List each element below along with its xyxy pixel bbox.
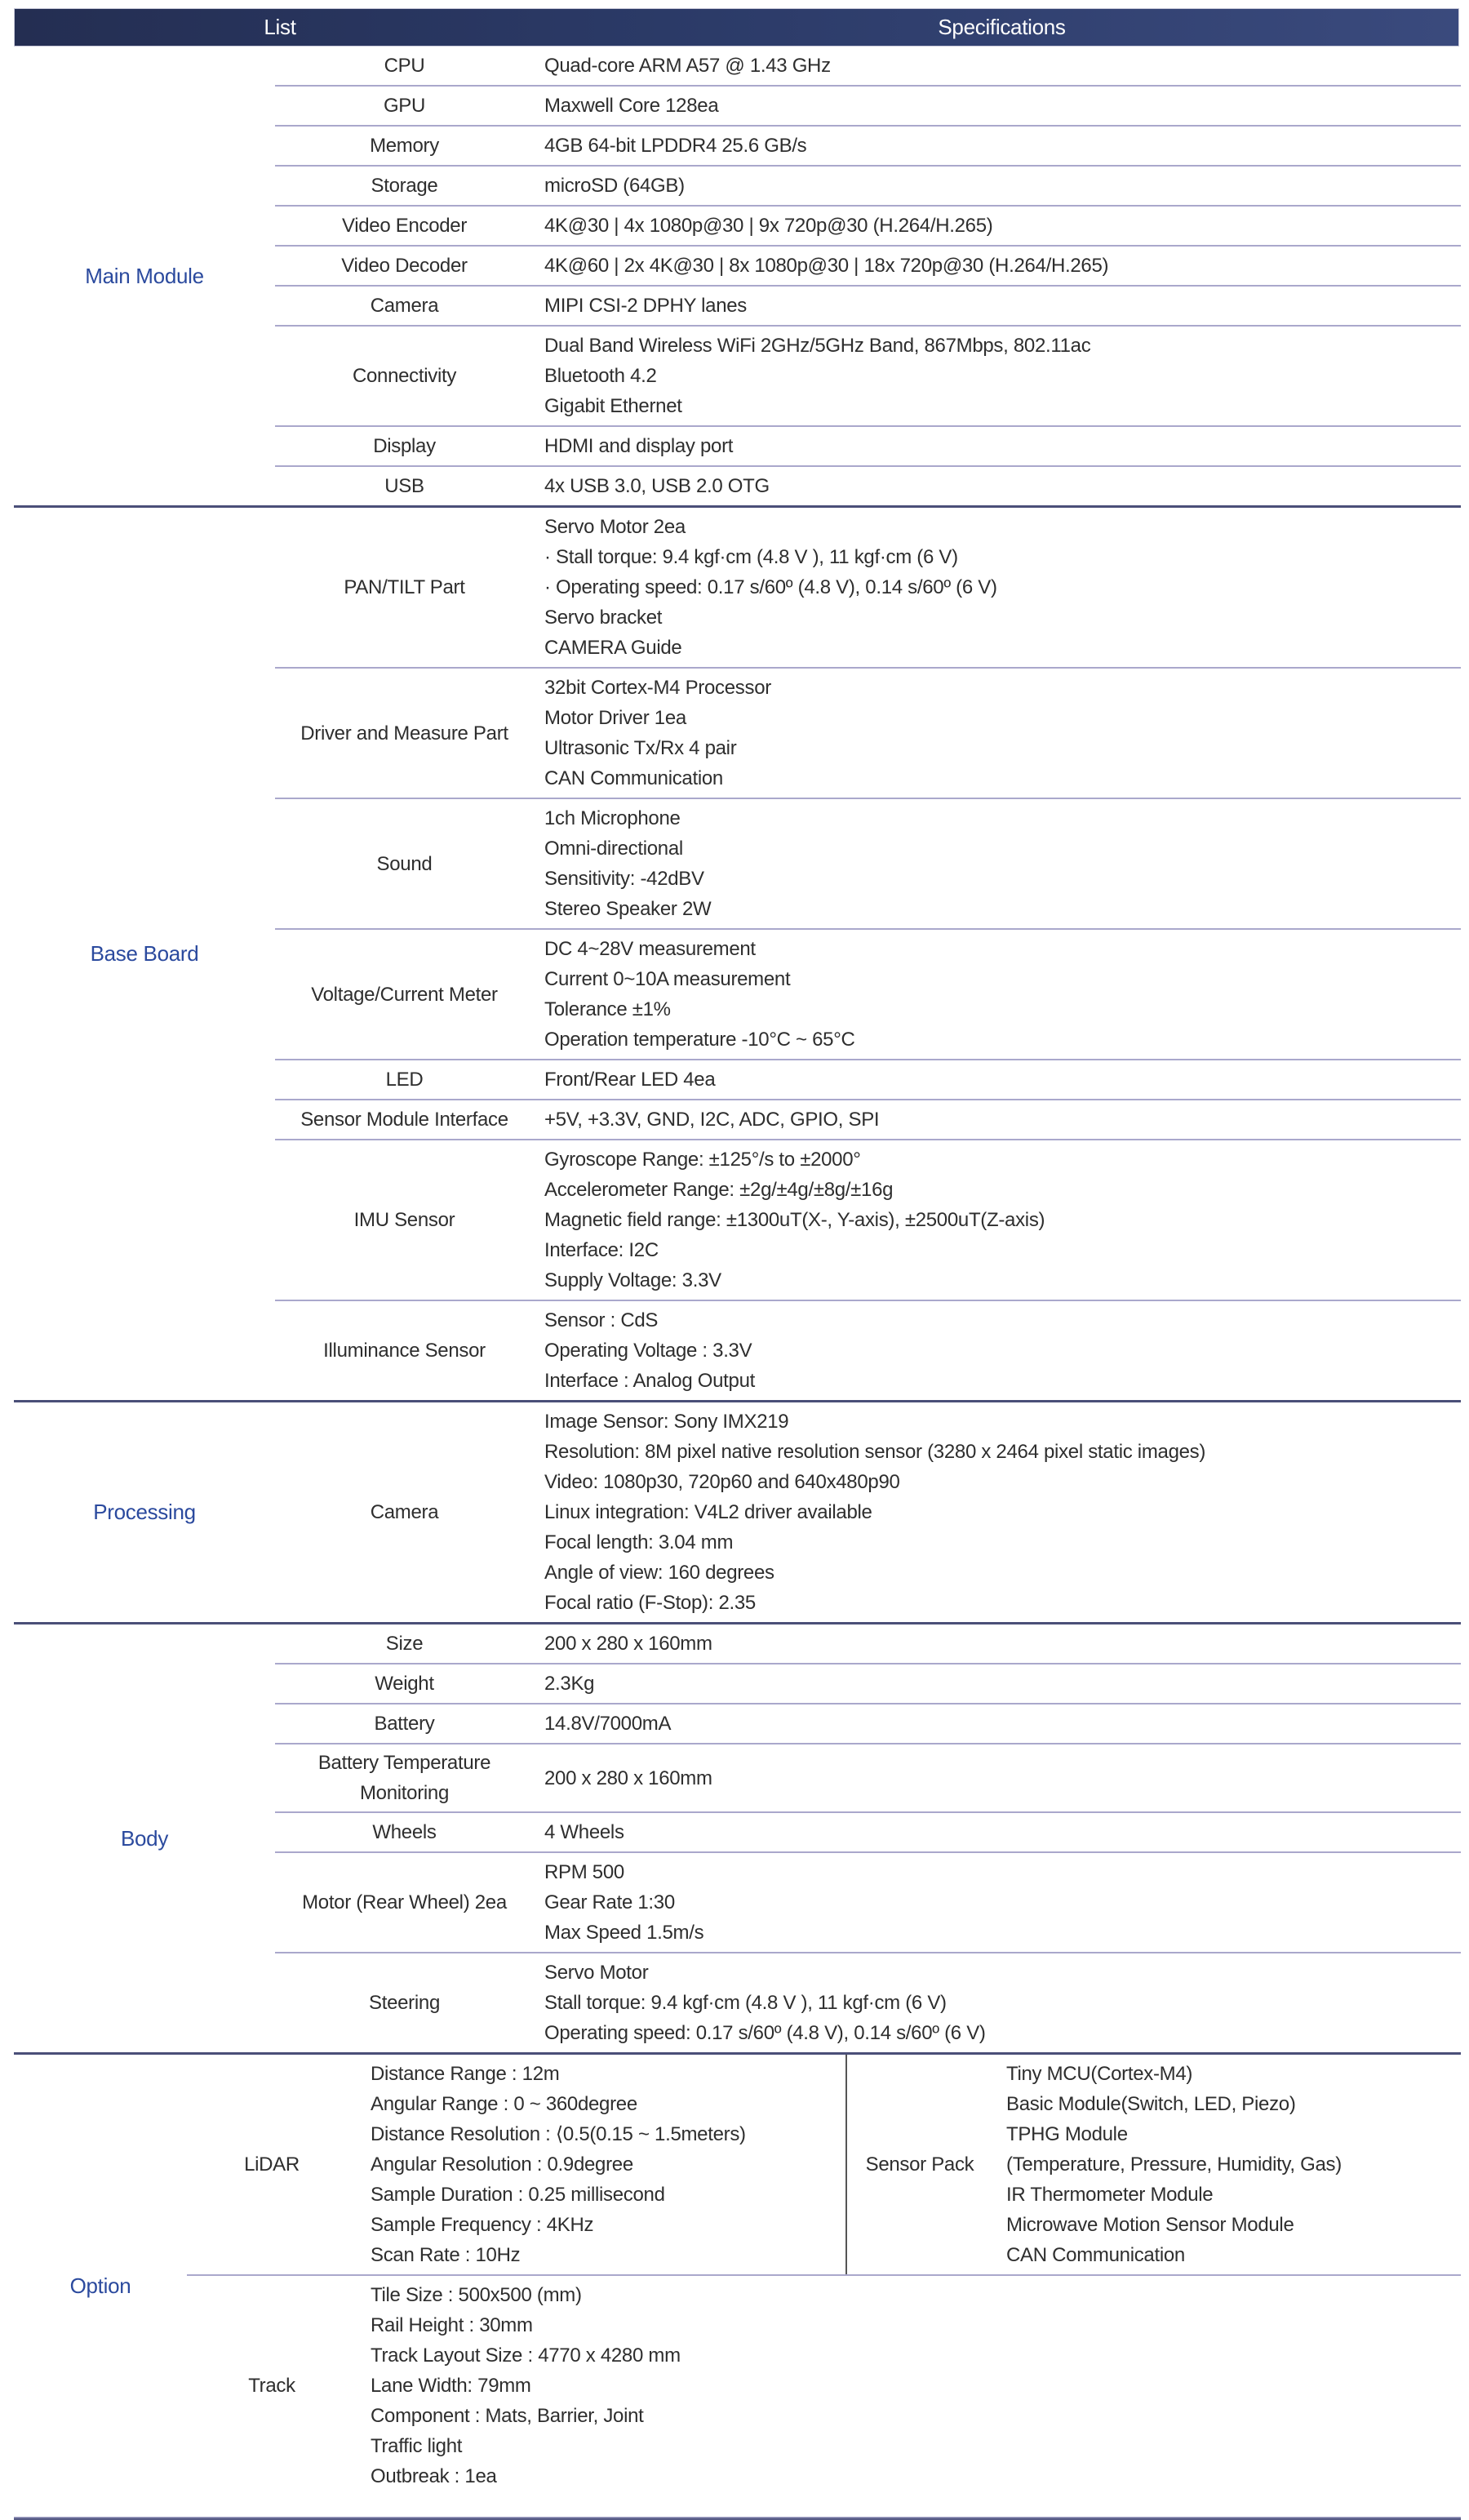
value-line: CAN Communication bbox=[544, 767, 723, 789]
item-label-track: Track bbox=[248, 2375, 295, 2397]
value-line: +5V, +3.3V, GND, I2C, ADC, GPIO, SPI bbox=[544, 1109, 880, 1131]
section-label-main-module: Main Module bbox=[85, 263, 204, 288]
value-line: Servo Motor 2ea bbox=[544, 516, 686, 538]
value-line: Accelerometer Range: ±2g/±4g/±8g/±16g bbox=[544, 1179, 894, 1201]
value-line: Magnetic field range: ±1300uT(X-, Y-axis), ±2500uT(Z-axis) bbox=[544, 1209, 1045, 1231]
value-line: Quad-core ARM A57 @ 1.43 GHz bbox=[544, 55, 831, 77]
item-value-connectivity bbox=[534, 327, 1461, 425]
value-line: 2.3Kg bbox=[544, 1673, 595, 1695]
item-label-wheels: Wheels bbox=[372, 1821, 437, 1843]
value-line: Microwave Motion Sensor Module bbox=[1006, 2214, 1294, 2236]
item-value-size bbox=[534, 1624, 1461, 1663]
item-value-video-encoder bbox=[534, 207, 1461, 245]
section-rows bbox=[275, 1402, 1461, 1622]
item-label-camera: Camera bbox=[370, 295, 439, 317]
spec-row bbox=[275, 325, 1461, 425]
value-line: Angle of view: 160 degrees bbox=[544, 1562, 774, 1584]
value-line: Rail Height : 30mm bbox=[371, 2314, 533, 2336]
spec-row bbox=[275, 1952, 1461, 2052]
value-line: Stereo Speaker 2W bbox=[544, 898, 712, 920]
value-line: Sensitivity: -42dBV bbox=[544, 868, 704, 890]
item-label-steering: Steering bbox=[369, 1992, 440, 2014]
spec-row bbox=[275, 1743, 1461, 1811]
item-value-battery bbox=[534, 1704, 1461, 1743]
value-line: 4 Wheels bbox=[544, 1821, 624, 1843]
section-rows bbox=[275, 47, 1461, 505]
item-value-wheels bbox=[534, 1813, 1461, 1851]
item-label-video-encoder: Video Encoder bbox=[341, 215, 468, 237]
item-value-led bbox=[534, 1060, 1461, 1099]
item-label-driver-and-measure-part: Driver and Measure Part bbox=[300, 722, 508, 744]
value-line: Scan Rate : 10Hz bbox=[371, 2244, 521, 2266]
item-value-track bbox=[357, 2276, 1461, 2496]
value-line: Resolution: 8M pixel native resolution sensor (3280 x 2464 pixel static images) bbox=[544, 1441, 1206, 1463]
section-rows bbox=[275, 1624, 1461, 2052]
value-line: Operation temperature -10°C ~ 65°C bbox=[544, 1029, 855, 1051]
value-line: Focal ratio (F-Stop): 2.35 bbox=[544, 1592, 756, 1614]
spec-row bbox=[275, 165, 1461, 205]
value-line: Linux integration: V4L2 driver available bbox=[544, 1501, 872, 1523]
spec-row bbox=[187, 2274, 1461, 2517]
value-line: microSD (64GB) bbox=[544, 175, 685, 197]
value-line: Sensor : CdS bbox=[544, 1309, 659, 1331]
value-line: Tolerance ±1% bbox=[544, 998, 671, 1020]
value-line: 32bit Cortex-M4 Processor bbox=[544, 677, 771, 699]
item-value-cpu bbox=[534, 47, 1461, 85]
value-line: Dual Band Wireless WiFi 2GHz/5GHz Band, 867Mbps, 802.11ac bbox=[544, 335, 1091, 357]
value-line: Lane Width: 79mm bbox=[371, 2375, 531, 2397]
item-value-usb bbox=[534, 467, 1461, 505]
item-value-storage bbox=[534, 167, 1461, 205]
spec-row bbox=[275, 285, 1461, 325]
value-line: 4K@60 | 2x 4K@30 | 8x 1080p@30 | 18x 720p@30 (H.264/H.265) bbox=[544, 255, 1109, 277]
value-line: Gyroscope Range: ±125°/s to ±2000° bbox=[544, 1149, 861, 1171]
section-label-base-board: Base Board bbox=[90, 941, 199, 966]
spec-row bbox=[275, 928, 1461, 1059]
value-line: 4x USB 3.0, USB 2.0 OTG bbox=[544, 475, 770, 497]
value-line: Track Layout Size : 4770 x 4280 mm bbox=[371, 2344, 681, 2367]
spec-row-split bbox=[187, 2055, 1461, 2274]
item-label-camera: Camera bbox=[370, 1501, 439, 1523]
section-rows bbox=[187, 2055, 1461, 2517]
value-line: Interface : Analog Output bbox=[544, 1370, 756, 1392]
item-value-display bbox=[534, 427, 1461, 465]
value-line: CAN Communication bbox=[1006, 2244, 1185, 2266]
item-label-battery: Battery bbox=[374, 1713, 435, 1735]
item-value-imu-sensor bbox=[534, 1140, 1461, 1300]
value-line: Basic Module(Switch, LED, Piezo) bbox=[1006, 2093, 1296, 2115]
header-specifications-label: Specifications bbox=[938, 15, 1066, 39]
value-line: Stall torque: 9.4 kgf·cm (4.8 V ), 11 kgf·cm (6 V) bbox=[544, 1992, 947, 2014]
item-label-storage: Storage bbox=[371, 175, 438, 197]
value-line: Sample Frequency : 4KHz bbox=[371, 2214, 594, 2236]
spec-row bbox=[275, 85, 1461, 125]
spec-row bbox=[275, 425, 1461, 465]
section-main-module bbox=[14, 47, 1461, 508]
value-line: RPM 500 bbox=[544, 1861, 624, 1883]
value-line: 4GB 64-bit LPDDR4 25.6 GB/s bbox=[544, 135, 807, 157]
item-label-sensor-module-interface: Sensor Module Interface bbox=[300, 1109, 508, 1131]
item-label-battery-temperature-monitoring: Battery Temperature Monitoring bbox=[317, 1752, 491, 1804]
item-label-illuminance-sensor: Illuminance Sensor bbox=[323, 1340, 486, 1362]
spec-row bbox=[275, 205, 1461, 245]
spec-row bbox=[275, 667, 1461, 798]
section-option bbox=[14, 2055, 1461, 2517]
item-value-battery-temperature-monitoring bbox=[534, 1744, 1461, 1811]
item-label-pan-tilt-part: PAN/TILT Part bbox=[344, 576, 465, 598]
item-value-pan-tilt-part bbox=[534, 508, 1461, 667]
section-label-processing: Processing bbox=[93, 1500, 196, 1524]
item-label-motor-rear-wheel-2ea: Motor (Rear Wheel) 2ea bbox=[302, 1891, 507, 1913]
spec-row bbox=[275, 1300, 1461, 1400]
value-line: Tiny MCU(Cortex-M4) bbox=[1006, 2063, 1193, 2085]
value-line: Omni-directional bbox=[544, 838, 683, 860]
item-label-connectivity: Connectivity bbox=[352, 365, 457, 387]
value-line: · Stall torque: 9.4 kgf·cm (4.8 V ), 11 kgf·cm (6 V) bbox=[544, 546, 958, 568]
value-line: Outbreak : 1ea bbox=[371, 2465, 497, 2487]
spec-row bbox=[275, 1811, 1461, 1851]
spec-row bbox=[275, 1663, 1461, 1703]
section-base-board bbox=[14, 508, 1461, 1402]
value-line: Focal length: 3.04 mm bbox=[544, 1531, 734, 1553]
item-value-weight bbox=[534, 1664, 1461, 1703]
spec-row bbox=[275, 1851, 1461, 1952]
table-header-band bbox=[14, 8, 1459, 47]
item-label-display: Display bbox=[373, 435, 436, 457]
spec-row bbox=[275, 1139, 1461, 1300]
value-line: Distance Resolution : ⟨0.5(0.15 ~ 1.5meters) bbox=[371, 2123, 746, 2145]
value-line: Interface: I2C bbox=[544, 1239, 659, 1261]
item-label-voltage-current-meter: Voltage/Current Meter bbox=[311, 983, 498, 1006]
item-value-sound bbox=[534, 799, 1461, 928]
item-label-sound: Sound bbox=[376, 852, 433, 875]
value-line: TPHG Module bbox=[1006, 2123, 1128, 2145]
value-line: CAMERA Guide bbox=[544, 637, 682, 659]
item-label-cpu: CPU bbox=[384, 55, 425, 77]
spec-row bbox=[275, 1059, 1461, 1099]
item-value-steering bbox=[534, 1953, 1461, 2052]
value-line: Tile Size : 500x500 (mm) bbox=[371, 2284, 582, 2306]
value-line: Component : Mats, Barrier, Joint bbox=[371, 2405, 644, 2427]
item-value-gpu bbox=[534, 87, 1461, 125]
value-line: Motor Driver 1ea bbox=[544, 707, 686, 729]
item-value-sensor-pack bbox=[992, 2055, 1461, 2274]
value-line: Gear Rate 1:30 bbox=[544, 1891, 675, 1913]
value-line: MIPI CSI-2 DPHY lanes bbox=[544, 295, 748, 317]
section-rows bbox=[275, 508, 1461, 1400]
value-line: 1ch Microphone bbox=[544, 807, 681, 829]
value-line: HDMI and display port bbox=[544, 435, 734, 457]
value-line: Image Sensor: Sony IMX219 bbox=[544, 1411, 789, 1433]
value-line: Traffic light bbox=[371, 2435, 463, 2457]
item-label-video-decoder: Video Decoder bbox=[341, 255, 468, 277]
section-processing bbox=[14, 1402, 1461, 1624]
item-label-sensor-pack: Sensor Pack bbox=[845, 2055, 992, 2274]
item-value-driver-and-measure-part bbox=[534, 669, 1461, 798]
value-line: DC 4~28V measurement bbox=[544, 938, 756, 960]
header-list-label: List bbox=[264, 15, 296, 39]
spec-row bbox=[275, 798, 1461, 928]
value-line: 4K@30 | 4x 1080p@30 | 9x 720p@30 (H.264/H.265) bbox=[544, 215, 993, 237]
value-line: Ultrasonic Tx/Rx 4 pair bbox=[544, 737, 737, 759]
item-value-lidar bbox=[357, 2055, 845, 2274]
value-line: Max Speed 1.5m/s bbox=[544, 1922, 704, 1944]
value-line: Supply Voltage: 3.3V bbox=[544, 1269, 721, 1291]
header-specifications-cell bbox=[545, 15, 1458, 40]
value-line: Operating Voltage : 3.3V bbox=[544, 1340, 752, 1362]
item-label-gpu: GPU bbox=[383, 95, 426, 117]
value-line: Gigabit Ethernet bbox=[544, 395, 682, 417]
item-value-memory bbox=[534, 127, 1461, 165]
value-line: Maxwell Core 128ea bbox=[544, 95, 719, 117]
item-label-imu-sensor: IMU Sensor bbox=[353, 1209, 455, 1231]
value-line: Angular Resolution : 0.9degree bbox=[371, 2153, 633, 2176]
value-line: 14.8V/7000mA bbox=[544, 1713, 672, 1735]
value-line: · Operating speed: 0.17 s/60º (4.8 V), 0.14 s/60º (6 V) bbox=[544, 576, 997, 598]
value-line: Front/Rear LED 4ea bbox=[544, 1069, 716, 1091]
spec-table-body bbox=[14, 47, 1461, 2517]
spec-row bbox=[275, 1703, 1461, 1743]
item-value-sensor-module-interface bbox=[534, 1100, 1461, 1139]
section-body bbox=[14, 1624, 1461, 2055]
header-list-cell bbox=[15, 15, 545, 40]
item-label-usb: USB bbox=[384, 475, 424, 497]
value-line: Video: 1080p30, 720p60 and 640x480p90 bbox=[544, 1471, 900, 1493]
value-line: IR Thermometer Module bbox=[1006, 2184, 1214, 2206]
section-label-option: Option bbox=[69, 2273, 131, 2298]
value-line: Servo Motor bbox=[544, 1962, 649, 1984]
spec-row bbox=[275, 245, 1461, 285]
spec-row bbox=[275, 1099, 1461, 1139]
item-label-weight: Weight bbox=[375, 1673, 434, 1695]
section-label-body: Body bbox=[120, 1825, 169, 1851]
item-value-voltage-current-meter bbox=[534, 930, 1461, 1059]
item-value-camera bbox=[534, 287, 1461, 325]
value-line: Angular Range : 0 ~ 360degree bbox=[371, 2093, 637, 2115]
table-bottom-rule bbox=[14, 2517, 1461, 2520]
item-label-memory: Memory bbox=[370, 135, 439, 157]
value-line: Operating speed: 0.17 s/60º (4.8 V), 0.14 s/60º (6 V) bbox=[544, 2022, 986, 2044]
value-line: Servo bracket bbox=[544, 607, 663, 629]
value-line: 200 x 280 x 160mm bbox=[544, 1633, 712, 1655]
value-line: Bluetooth 4.2 bbox=[544, 365, 657, 387]
value-line: Sample Duration : 0.25 millisecond bbox=[371, 2184, 665, 2206]
item-label-size: Size bbox=[385, 1633, 424, 1655]
spec-row bbox=[275, 508, 1461, 667]
spec-row bbox=[275, 125, 1461, 165]
spec-row bbox=[275, 1402, 1461, 1622]
spec-row bbox=[275, 465, 1461, 505]
value-line: Current 0~10A measurement bbox=[544, 968, 791, 990]
value-line: Distance Range : 12m bbox=[371, 2063, 560, 2085]
item-label-lidar: LiDAR bbox=[244, 2153, 300, 2176]
item-value-video-decoder bbox=[534, 247, 1461, 285]
item-value-illuminance-sensor bbox=[534, 1301, 1461, 1400]
item-value-camera bbox=[534, 1402, 1461, 1622]
value-line: 200 x 280 x 160mm bbox=[544, 1767, 712, 1789]
spec-row bbox=[275, 47, 1461, 85]
item-label-led: LED bbox=[385, 1069, 424, 1091]
spec-row bbox=[275, 1624, 1461, 1663]
value-line: (Temperature, Pressure, Humidity, Gas) bbox=[1006, 2153, 1342, 2176]
item-value-motor-rear-wheel-2ea bbox=[534, 1853, 1461, 1952]
